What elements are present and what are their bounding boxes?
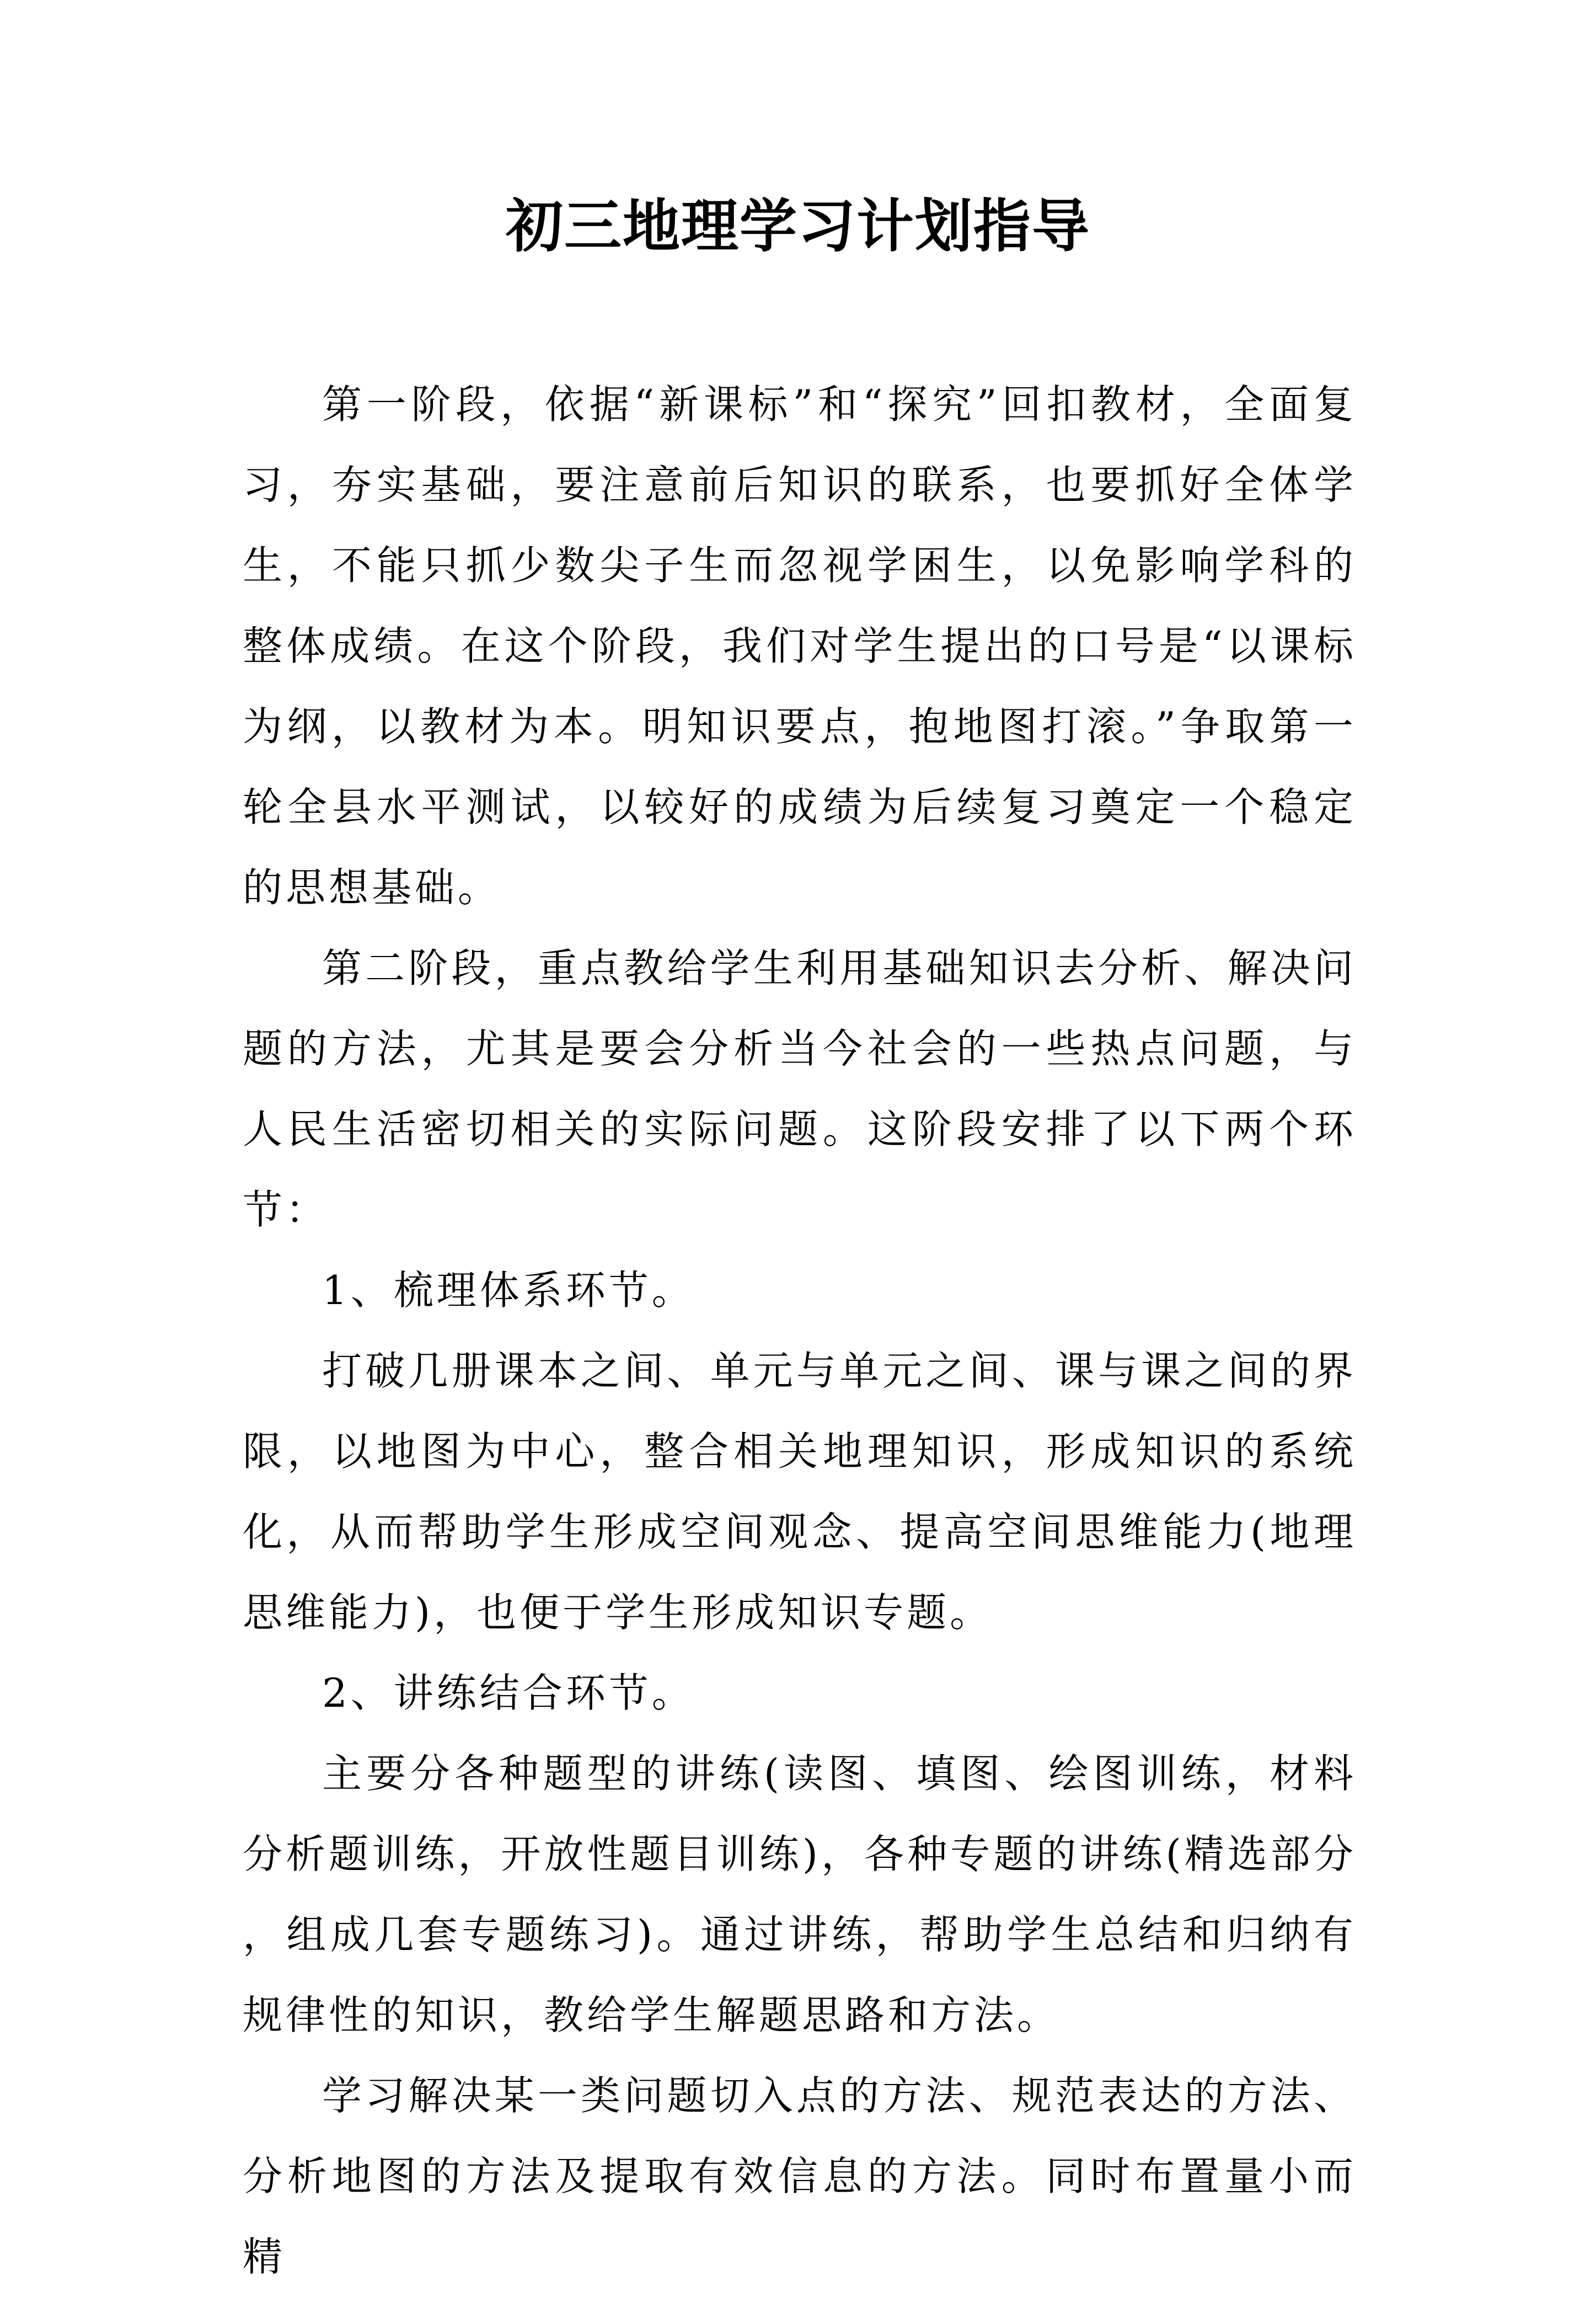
paragraph-step-one-detail: 打破几册课本之间、单元与单元之间、课与课之间的界限，以地图为中心，整合相关地理知识，形成知识的系统化，从而帮助学生形成空间观念、提高空间思维能力(地理思维能力)，也便于学生形成知识专题。	[243, 1348, 1357, 1636]
paragraph-step-two-detail: 主要分各种题型的讲练(读图、填图、绘图训练，材料分析题训练，开放性题目训练)，各种专题的讲练(精选部分 ，组成几套专题练习)。通过讲练，帮助学生总结和归纳有规律性的知识，教给学生解题思路和方法。	[243, 1750, 1357, 2038]
paragraph-stage-two: 第二阶段，重点教给学生利用基础知识去分析、解决问题的方法，尤其是要会分析当今社会的一些热点问题，与人民生活密切相关的实际问题。这阶段安排了以下两个环节：	[243, 945, 1357, 1233]
paragraph-stage-one: 第一阶段，依据“新课标”和“探究”回扣教材，全面复习，夯实基础，要注意前后知识的联系，也要抓好全体学生，不能只抓少数尖子生而忽视学困生，以免影响学科的整体成绩。在这个阶段，我们对学生提出的口号是“以课标为纲，以教材为本。明知识要点，抱地图打滚。”争取第一轮全县水平测试，以较好的成绩为后续复习奠定一个稳定的思想基础。	[243, 381, 1357, 911]
document-body	[243, 364, 1357, 2297]
paragraph-step-one-heading: 1、梳理体系环节。	[322, 1267, 695, 1313]
paragraph-methods: 学习解决某一类问题切入点的方法、规范表达的方法、分析地图的方法及提取有效信息的方法。同时布置量小而精	[243, 2072, 1357, 2280]
document-title: 初三地理学习计划指导	[505, 193, 1090, 260]
paragraph-step-two-heading: 2、讲练结合环节。	[322, 1670, 695, 1716]
